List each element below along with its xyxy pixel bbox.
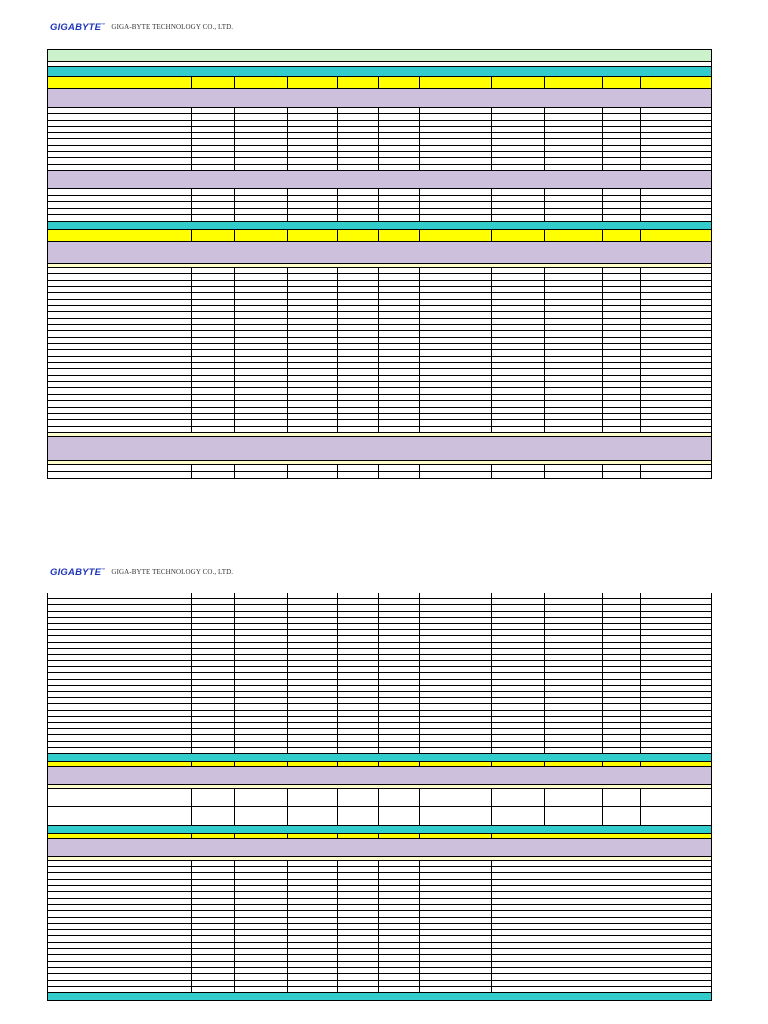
group-header-band <box>48 242 711 264</box>
group-header-band <box>48 89 711 108</box>
spreadsheet-table <box>47 593 712 1001</box>
table-row <box>48 189 711 196</box>
company-name: GIGA-BYTE TECHNOLOGY CO., LTD. <box>111 23 234 31</box>
table-row <box>48 209 711 216</box>
section-band <box>48 993 711 1001</box>
data-rows <box>48 465 711 479</box>
data-rows <box>48 593 711 754</box>
section-band <box>48 826 711 834</box>
title-band <box>48 49 711 62</box>
table-row <box>48 202 711 209</box>
table-row <box>48 789 711 808</box>
section-band <box>48 222 711 230</box>
data-rows <box>48 108 711 171</box>
data-rows <box>48 189 711 222</box>
page-2 <box>0 545 768 1024</box>
data-rows <box>48 789 711 826</box>
group-header-band <box>48 839 711 857</box>
table-row <box>48 196 711 203</box>
table-row <box>48 215 711 222</box>
column-header-band <box>48 77 711 89</box>
column-header-band <box>48 230 711 242</box>
data-rows <box>48 268 711 433</box>
data-rows <box>48 861 711 993</box>
table-row <box>48 465 711 472</box>
table-row <box>48 807 711 826</box>
gigabyte-logo: GIGABYTE™ <box>50 566 106 578</box>
section-band <box>48 754 711 762</box>
group-header-band <box>48 171 711 189</box>
table-row <box>48 472 711 479</box>
page-header <box>50 20 233 34</box>
group-header-band <box>48 767 711 785</box>
group-header-band <box>48 437 711 461</box>
section-band <box>48 67 711 77</box>
company-name: GIGA-BYTE TECHNOLOGY CO., LTD. <box>111 568 234 576</box>
gigabyte-logo: GIGABYTE™ <box>50 21 106 33</box>
page-header <box>50 565 233 579</box>
spreadsheet-table <box>47 49 712 479</box>
